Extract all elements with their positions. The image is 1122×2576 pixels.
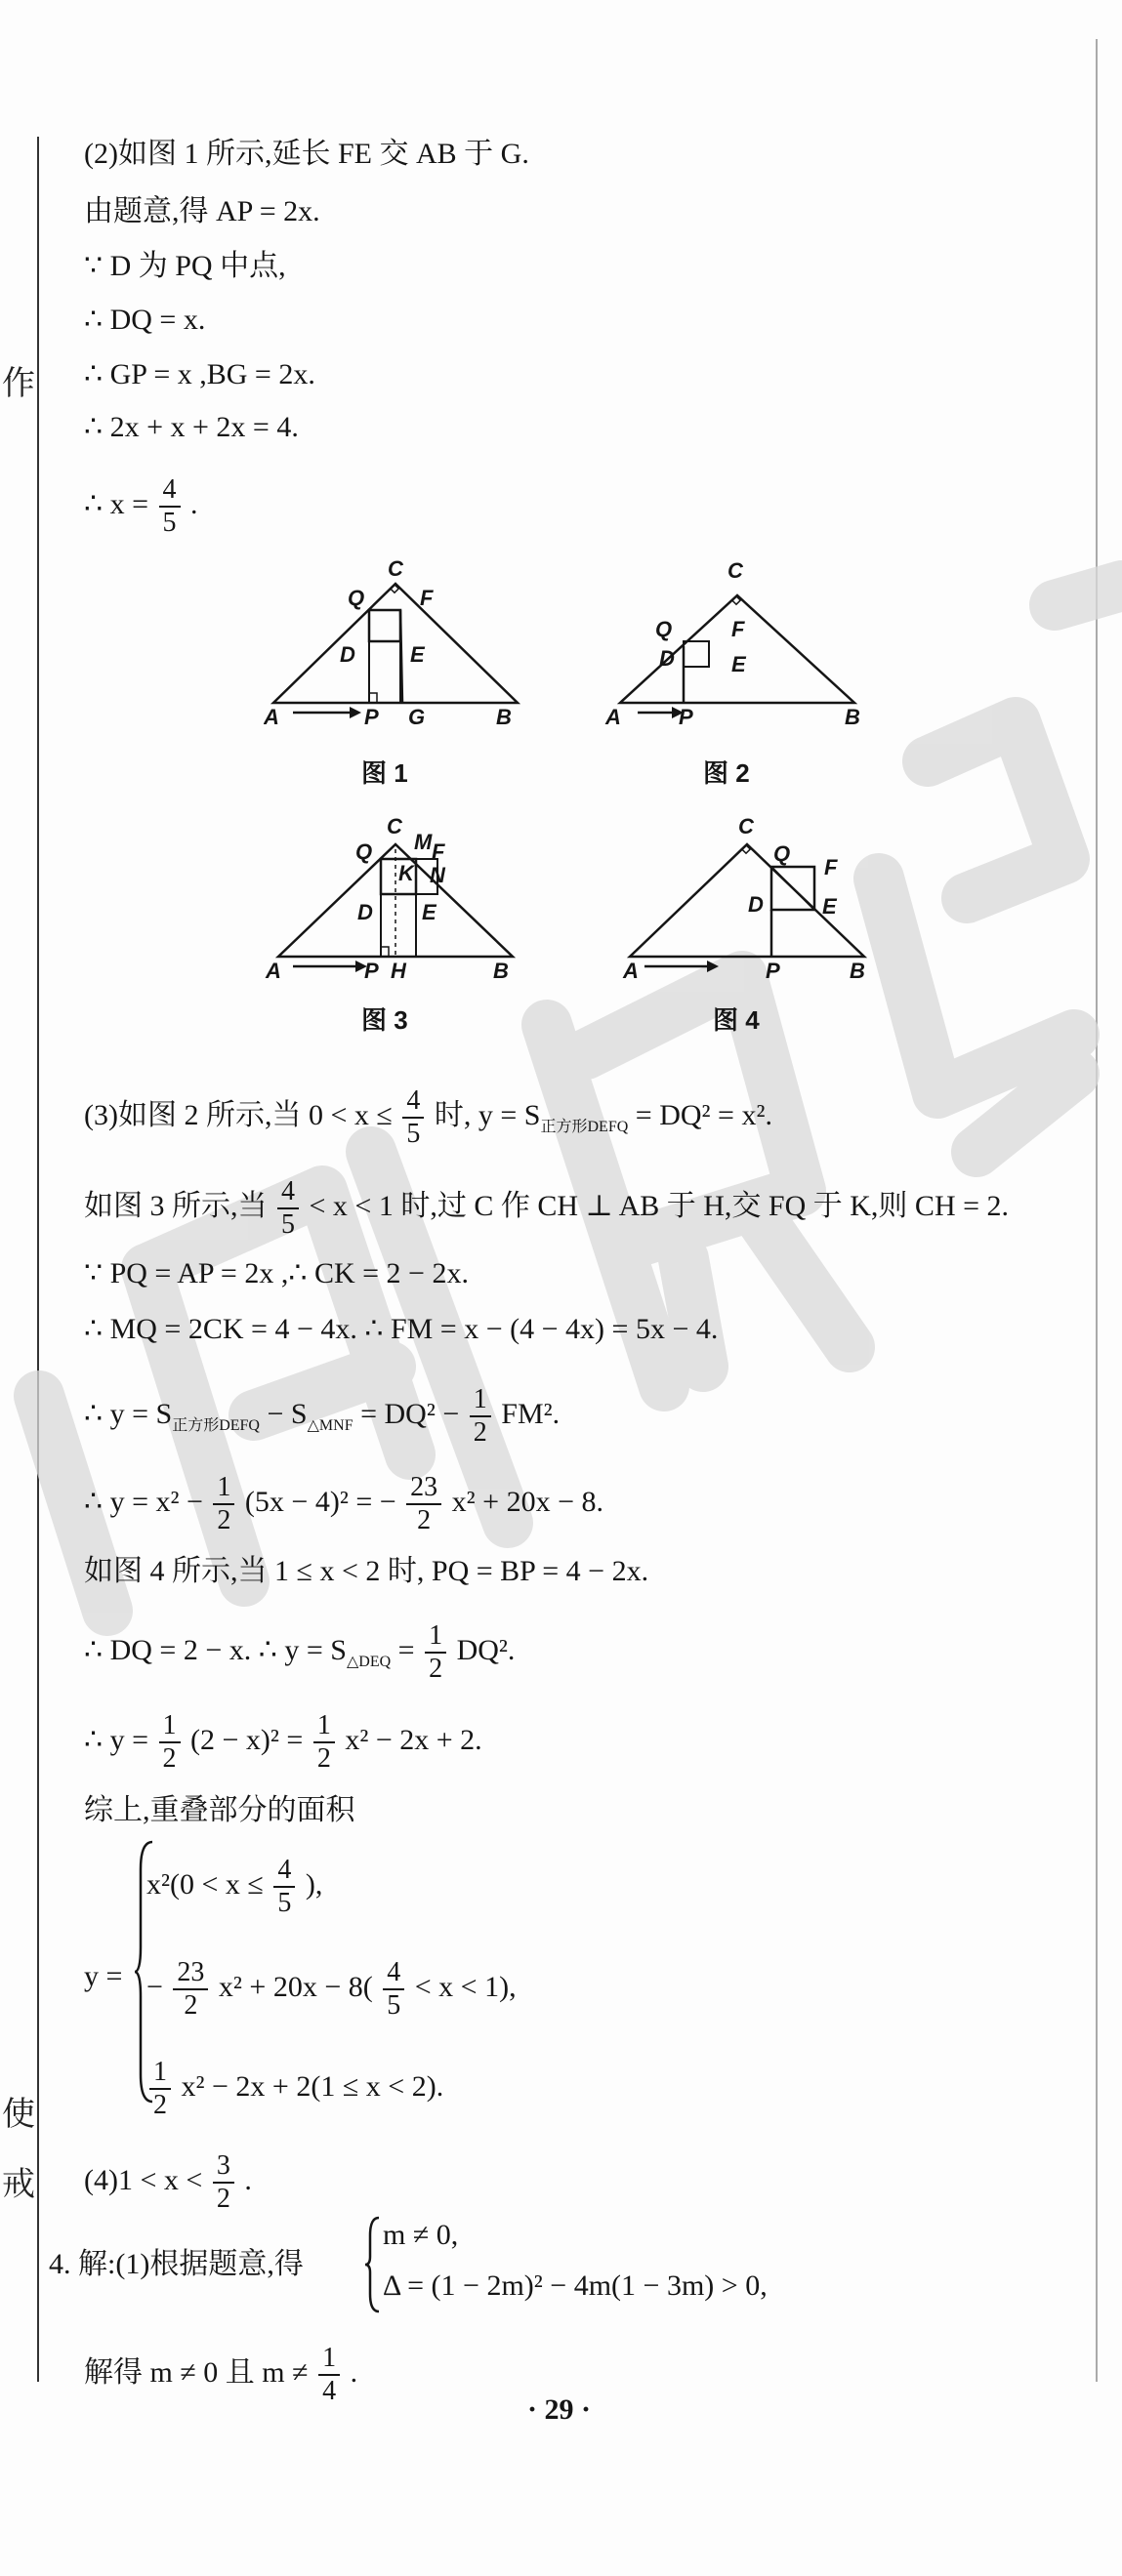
point-label: M: [414, 830, 433, 854]
text-line: 解得 m ≠ 0 且 m ≠ $\frac{1}{4}$ .: [84, 2343, 358, 2406]
point-label: C: [727, 558, 743, 583]
point-label: F: [420, 586, 434, 610]
point-label: E: [822, 894, 837, 919]
text-line: ∴ GP = x ,BG = 2x.: [84, 358, 315, 390]
fraction: $\frac{3}{2}$: [213, 2150, 234, 2215]
figure-2: [601, 556, 874, 737]
point-label: P: [364, 705, 379, 729]
point-label: G: [408, 705, 426, 729]
text-line: ∴ x = $\frac{4}{5}$ .: [84, 474, 198, 538]
text-line: ∴ 2x + x + 2x = 4.: [84, 411, 299, 443]
fraction: $\frac{23}{2}$: [406, 1472, 441, 1536]
point-label: C: [738, 814, 754, 838]
point-label: B: [850, 959, 865, 983]
brace: [365, 2216, 381, 2313]
point-label: K: [398, 861, 414, 885]
fraction: $\frac{23}{2}$: [173, 1957, 208, 2022]
text-line: 如图 4 所示,当 1 ≤ x < 2 时, PQ = BP = 4 − 2x.: [84, 1555, 649, 1587]
point-label: Q: [773, 841, 791, 866]
point-label: E: [731, 652, 746, 676]
right-margin-rule: [1096, 39, 1098, 2382]
point-label: C: [387, 814, 402, 838]
point-label: A: [605, 705, 621, 729]
left-margin-rule: [37, 137, 39, 2382]
fraction: $\frac{1}{2}$: [425, 1620, 446, 1685]
point-label: C: [388, 556, 403, 581]
fraction: $\frac{4}{5}$: [159, 474, 181, 539]
figure-caption: 图 2: [703, 758, 750, 788]
fraction: $\frac{1}{4}$: [318, 2343, 340, 2407]
fraction: $\frac{1}{2}$: [313, 1710, 335, 1775]
point-label: Q: [355, 839, 373, 864]
point-label: N: [430, 863, 445, 887]
fraction: $\frac{4}{5}$: [402, 1085, 424, 1150]
text-line: 综上,重叠部分的面积: [84, 1794, 355, 1826]
margin-char: 作: [2, 366, 35, 402]
point-label: P: [679, 705, 693, 729]
fraction: $\frac{4}{5}$: [383, 1957, 404, 2022]
text-line: (3)如图 2 所示,当 0 < x ≤ $\frac{4}{5}$ 时, $y = S_{正方形DEFQ} = DQ^2 = x^2$.: [84, 1085, 772, 1149]
point-label: Q: [655, 617, 673, 641]
fraction: $\frac{1}{2}$: [149, 2057, 171, 2121]
point-label: Q: [348, 586, 365, 610]
text-line: 如图 3 所示,当 $\frac{4}{5}$ < x < 1 时,过 C 作 CH ⊥ AB 于 H,交 FQ 于 K,则 CH = 2.: [84, 1176, 1010, 1240]
text-line: ∴ y = $\frac{1}{2}$ (2 − x)² = $\frac{1}{2}$ x² − 2x + 2.: [84, 1710, 482, 1774]
point-label: D: [659, 646, 675, 671]
text-line: ∴ y = x² − $\frac{1}{2}$ (5x − 4)² = − $\frac{23}{2}$ x² + 20x − 8.: [84, 1472, 603, 1535]
text-line: (4)1 < x < $\frac{3}{2}$ .: [84, 2150, 252, 2214]
margin-char: 使: [2, 2097, 35, 2133]
point-label: B: [845, 705, 860, 729]
point-label: A: [266, 959, 281, 983]
point-label: H: [391, 959, 406, 983]
text-line: 由题意,得 AP = 2x.: [84, 195, 320, 227]
figure-4: [615, 810, 889, 991]
text-line: ∴ MQ = 2CK = 4 − 4x. ∴ FM = x − (4 − 4x) = 5x − 4.: [84, 1313, 719, 1345]
point-label: B: [493, 959, 509, 983]
figure-1: [264, 556, 527, 737]
case-line: $\frac{1}{2}$ x² − 2x + 2(1 ≤ x < 2).: [146, 2057, 443, 2121]
fraction: $\frac{4}{5}$: [273, 1855, 295, 1919]
fraction: $\frac{1}{2}$: [159, 1710, 181, 1775]
point-label: A: [623, 959, 639, 983]
case-line: x²(0 < x ≤ $\frac{4}{5}$ ),: [146, 1855, 323, 1918]
margin-char: 戒: [2, 2167, 35, 2203]
text-line: y =: [84, 1960, 123, 1992]
point-label: P: [364, 959, 379, 983]
text-line: ∴ $y = S_{正方形DEFQ} - S_{\triangle MNF} = DQ^2$ − $\frac{1}{2}$ FM².: [84, 1384, 561, 1448]
point-label: F: [731, 617, 745, 641]
text-line: ∴ DQ = x.: [84, 304, 206, 336]
fraction: $\frac{1}{2}$: [470, 1384, 491, 1449]
text-line: ∵ D 为 PQ 中点,: [84, 250, 286, 282]
point-label: F: [824, 855, 838, 879]
point-label: D: [357, 900, 373, 924]
point-label: F: [432, 839, 445, 864]
case-line: − $\frac{23}{2}$ x² + 20x − 8( $\frac{4}{5}$ < x < 1),: [146, 1957, 517, 2021]
point-label: P: [766, 959, 780, 983]
figure-caption: 图 3: [361, 1005, 408, 1035]
page-number: · 29 ·: [527, 2393, 592, 2426]
text-line: (2)如图 1 所示,延长 FE 交 AB 于 G.: [84, 138, 529, 170]
point-label: B: [496, 705, 512, 729]
text-line: ∴ DQ = 2 − x. ∴ $y = S_{\triangle DEQ}$ = $\frac{1}{2}$ DQ².: [84, 1620, 516, 1684]
point-label: A: [264, 705, 279, 729]
point-label: E: [410, 642, 425, 667]
figure-caption: 图 4: [713, 1005, 760, 1035]
point-label: E: [422, 900, 436, 924]
text-line: ∵ PQ = AP = 2x ,∴ CK = 2 − 2x.: [84, 1257, 469, 1289]
case-line: Δ = (1 − 2m)² − 4m(1 − 3m) > 0,: [383, 2269, 768, 2302]
point-label: D: [748, 892, 764, 917]
fraction: $\frac{1}{2}$: [213, 1472, 234, 1536]
figure-caption: 图 1: [361, 758, 408, 788]
figure-3: [264, 810, 537, 991]
text-line: 4. 解:(1)根据题意,得: [49, 2248, 304, 2280]
point-label: D: [340, 642, 355, 667]
fraction: $\frac{4}{5}$: [277, 1176, 299, 1241]
case-line: m ≠ 0,: [383, 2219, 459, 2251]
